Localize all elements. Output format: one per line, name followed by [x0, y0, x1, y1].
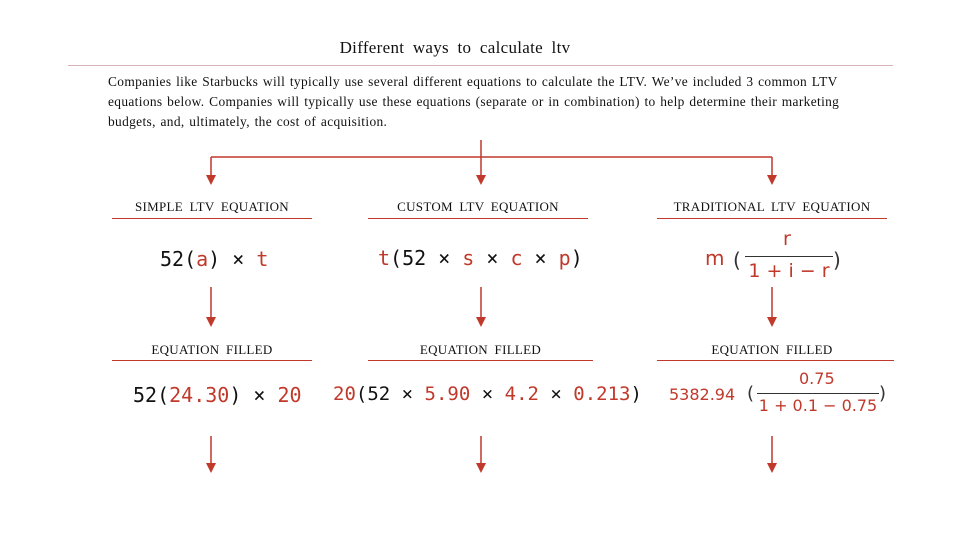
filled-m-value: 5382.94: [669, 385, 736, 404]
simple-filled-header: EQUATION FILLED: [151, 342, 273, 357]
traditional-ltv-filled-equation: [669, 369, 891, 422]
traditional-ltv-equation: [705, 228, 855, 288]
traditional-ltv-header: TRADITIONAL LTV EQUATION: [673, 199, 871, 214]
filled-open-paren: (: [747, 383, 755, 404]
traditional-filled-header: EQUATION FILLED: [711, 342, 833, 357]
fraction-bar: [745, 256, 833, 257]
variable-m: m: [705, 246, 725, 270]
intro-paragraph: Companies like Starbucks will typically use several different equations to calculate the LTV. We’ve included 3 common LTV equations below. Companies will typically use these equations (separate or in combination) to help determine their marketing budgets, and, ultimately, the cost of acquisition.: [108, 74, 840, 129]
custom-ltv-equation: t(52 × s × c × p): [378, 246, 583, 270]
custom-ltv-filled-equation: 20(52 × 5.90 × 4.2 × 0.213): [333, 383, 642, 405]
simple-ltv-equation: 52(a) × t: [160, 247, 269, 271]
fraction-numerator: r: [783, 228, 791, 250]
close-paren: ): [833, 248, 841, 272]
open-paren: (: [733, 248, 741, 272]
custom-filled-header: EQUATION FILLED: [419, 342, 542, 357]
traditional-ltv-header-rule: [657, 218, 887, 219]
filled-fraction-numerator: 0.75: [799, 369, 835, 388]
custom-ltv-header-rule: [368, 218, 588, 219]
page-title: Different ways to calculate ltv: [339, 38, 571, 57]
custom-ltv-header: CUSTOM LTV EQUATION: [397, 199, 559, 214]
simple-filled-header-rule: [112, 360, 312, 361]
simple-ltv-header: SIMPLE LTV EQUATION: [135, 199, 289, 214]
custom-filled-header-rule: [368, 360, 593, 361]
filled-close-paren: ): [879, 383, 887, 404]
fraction-denominator: 1 + i − r: [748, 260, 830, 282]
filled-fraction-bar: [757, 393, 879, 394]
filled-fraction-denominator: 1 + 0.1 − 0.75: [758, 396, 878, 415]
simple-ltv-header-rule: [112, 218, 312, 219]
simple-ltv-filled-equation: 52(24.30) × 20: [133, 383, 302, 407]
traditional-filled-header-rule: [657, 360, 894, 361]
